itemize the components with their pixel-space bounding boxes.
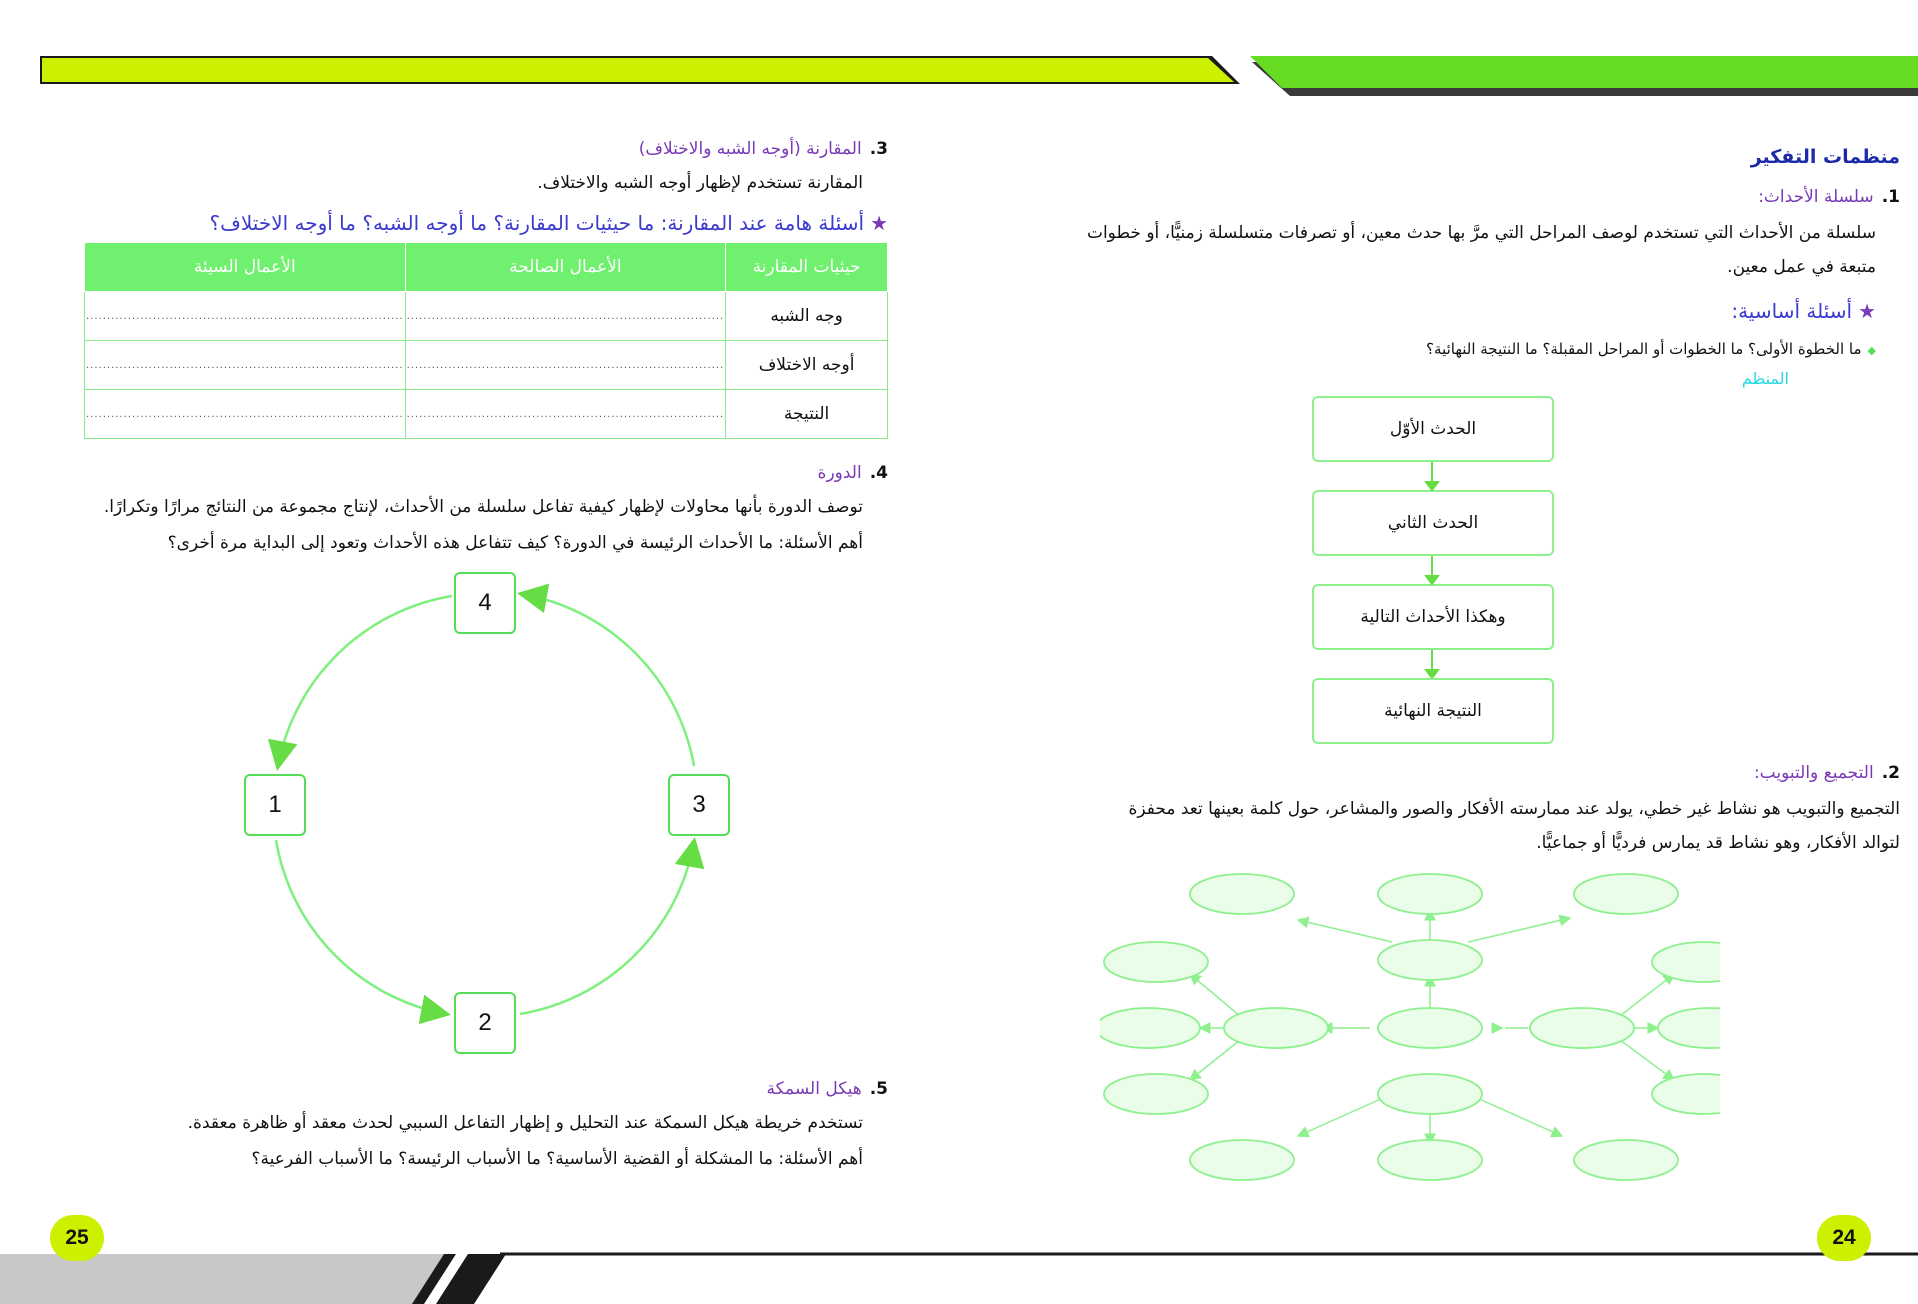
s1-heading	[1758, 180, 1900, 214]
s3-title: المقارنة (أوجه الشبه والاختلاف)	[638, 139, 862, 159]
cluster-node-bottom-left	[1190, 1140, 1294, 1180]
comparison-questions	[210, 206, 888, 240]
star-icon: ★	[1858, 299, 1876, 323]
star-icon: ★	[870, 211, 888, 235]
cluster-node-left	[1224, 1008, 1328, 1048]
cluster-node-top-mid	[1378, 874, 1482, 914]
s2-heading	[1754, 756, 1900, 790]
table-header-cell: الأعمال الصالحة	[405, 243, 726, 292]
chain-arrows	[1420, 458, 1460, 678]
s2-line1: التجميع والتبويب هو نشاط غير خطي، يولد عند ممارسته الأفكار والصور والمشاعر، حول كلمة بعينها تعد محفزة	[1128, 799, 1900, 819]
s1-title: سلسلة الأحداث:	[1758, 187, 1874, 207]
comparison-questions-text: أسئلة هامة عند المقارنة: ما حيثيات المقارنة؟ ما أوجه الشبه؟ ما أوجه الاختلاف؟	[209, 211, 865, 235]
bottom-band-left	[0, 1254, 452, 1304]
cluster-node-far-left-1	[1104, 942, 1208, 982]
cluster-node-right	[1530, 1008, 1634, 1048]
cluster-node-lower	[1378, 1074, 1482, 1114]
s5-line1: تستخدم خريطة هيكل السمكة عند التحليل و إظهار التفاعل السببي لحدث معقد أو ظاهرة معقدة.	[187, 1113, 863, 1133]
chain-box-3: وهكذا الأحداث التالية	[1312, 584, 1554, 650]
s4-line1: توصف الدورة بأنها محاولات لإظهار كيفية تفاعل سلسلة من الأحداث، لإنتاج مجموعة من النتائج مرارًا وتكرارًا.	[103, 497, 863, 517]
row-label: النتيجة	[726, 390, 888, 439]
row-label: أوجه الاختلاف	[726, 341, 888, 390]
s5-heading	[767, 1072, 888, 1106]
table-row	[85, 292, 888, 341]
row-label: وجه الشبه	[726, 292, 888, 341]
cluster-node-far-left-3	[1104, 1074, 1208, 1114]
cluster-node-bottom-right	[1574, 1140, 1678, 1180]
cluster-node-far-right-1	[1652, 942, 1720, 982]
section-title: منظمات التفكير	[1750, 146, 1900, 168]
cluster-node-top-left	[1190, 874, 1294, 914]
s5-line2: أهم الأسئلة: ما المشكلة أو القضية الأساسية؟ ما الأسباب الرئيسة؟ ما الأسباب الفرعية؟	[251, 1149, 863, 1169]
s1-line2: متبعة في عمل معين.	[1727, 257, 1876, 277]
cycle-box-2: 2	[454, 992, 516, 1054]
placeholder-cell: ............................................................................	[85, 390, 406, 439]
cluster-node-bottom-mid	[1378, 1140, 1482, 1180]
s2-line2: لتوالد الأفكار، وهو نشاط قد يمارس فرديًّا أو جماعيًّا.	[1536, 833, 1900, 853]
cluster-node-center	[1378, 1008, 1482, 1048]
placeholder-cell: ............................................................................	[85, 341, 406, 390]
basic-questions-title: أسئلة أساسية:	[1731, 299, 1853, 323]
placeholder-cell: ............................................................................	[405, 292, 726, 341]
placeholder-cell: ............................................................................	[85, 292, 406, 341]
s3-line1: المقارنة تستخدم لإظهار أوجه الشبه والاختلاف.	[537, 173, 863, 193]
s1-number: 1.	[1881, 187, 1900, 207]
s4-title: الدورة	[817, 463, 862, 483]
comparison-table	[84, 242, 888, 439]
s3-number: 3.	[869, 139, 888, 159]
basic-questions	[1426, 332, 1876, 368]
cluster-node-far-left-2	[1100, 1008, 1200, 1048]
s5-number: 5.	[869, 1079, 888, 1099]
cluster-node-far-right-2	[1658, 1008, 1720, 1048]
cluster-diagram	[1100, 868, 1720, 1188]
table-header-cell: حيثيات المقارنة	[726, 243, 888, 292]
cluster-node-far-right-3	[1652, 1074, 1720, 1114]
cluster-node-top-right	[1574, 874, 1678, 914]
cycle-box-1: 1	[244, 774, 306, 836]
s3-heading	[639, 132, 888, 166]
s2-number: 2.	[1881, 763, 1900, 783]
placeholder-cell: ............................................................................	[405, 390, 726, 439]
table-header-cell: الأعمال السيئة	[85, 243, 406, 292]
table-row	[85, 390, 888, 439]
placeholder-cell: ............................................................................	[405, 341, 726, 390]
page-number-right: 24	[1817, 1215, 1871, 1261]
cycle-arcs	[250, 570, 720, 1040]
s4-heading	[818, 456, 888, 490]
organizer-label: المنظم	[1741, 369, 1789, 388]
cluster-node-upper	[1378, 940, 1482, 980]
cycle-box-3: 3	[668, 774, 730, 836]
table-header-row	[85, 243, 888, 292]
chain-box-2: الحدث الثاني	[1312, 490, 1554, 556]
s4-line2: أهم الأسئلة: ما الأحداث الرئيسة في الدورة؟ كيف تتفاعل هذه الأحداث وتعود إلى البداية مرة أخرى؟	[167, 533, 863, 553]
top-stripe-right	[1250, 56, 1918, 88]
chain-box-1: الحدث الأوّل	[1312, 396, 1554, 462]
basic-questions-heading	[1731, 294, 1876, 328]
table-row	[85, 341, 888, 390]
bullet-icon: ◆	[1867, 344, 1876, 357]
chain-box-4: النتيجة النهائية	[1312, 678, 1554, 744]
top-stripe-left-lime	[42, 58, 1234, 82]
s1-line1: سلسلة من الأحداث التي تستخدم لوصف المراحل التي مرَّ بها حدث معين، أو تصرفات متسلسلة زمنيًّا، أو خطوات	[1086, 223, 1876, 243]
cycle-box-4: 4	[454, 572, 516, 634]
page-number-left: 25	[50, 1215, 104, 1261]
s4-number: 4.	[869, 463, 888, 483]
s2-title: التجميع والتبويب:	[1753, 763, 1874, 783]
basic-questions-text: ما الخطوة الأولى؟ ما الخطوات أو المراحل المقبلة؟ ما النتيجة النهائية؟	[1426, 340, 1862, 358]
s5-title: هيكل السمكة	[766, 1079, 862, 1099]
